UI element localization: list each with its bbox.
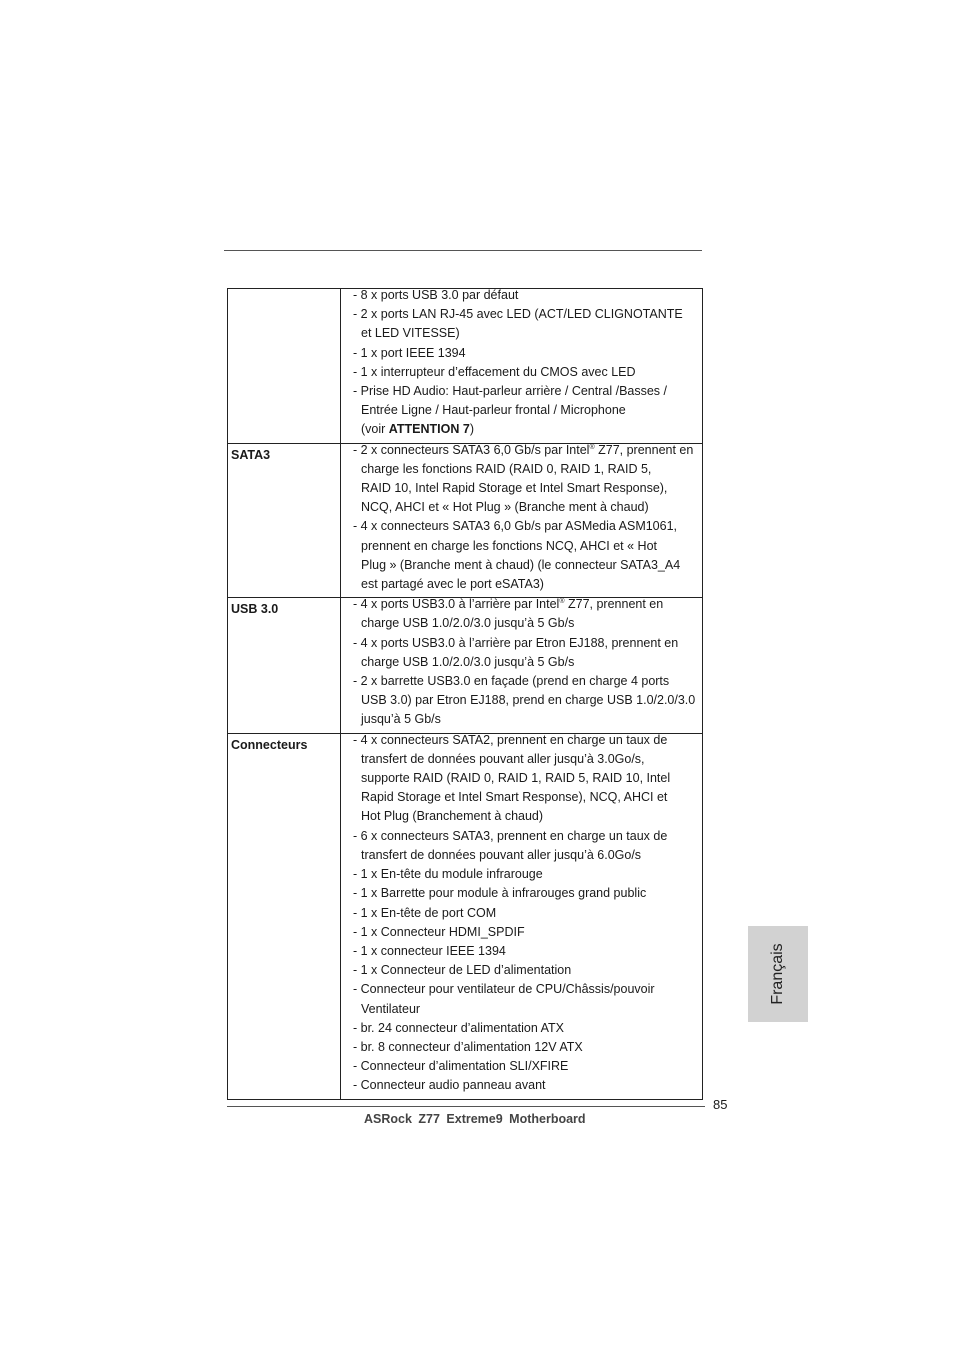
list-item: - 1 x connecteur IEEE 1394 [353,943,506,958]
registered-mark: ® [589,443,595,451]
list-item: Entrée Ligne / Haut-parleur frontal / Microphone [361,403,626,418]
list-item: - 1 x interrupteur d’effacement du CMOS avec LED [353,364,636,379]
table-row [228,443,702,598]
list-item: USB 3.0) par Etron EJ188, prend en charge USB 1.0/2.0/3.0 [361,693,696,708]
list-item: - Prise HD Audio: Haut-parleur arrière / Central /Basses / [353,384,668,399]
list-item: - Connecteur d’alimentation SLI/XFIRE [353,1059,569,1074]
attention-prefix: (voir [361,422,389,437]
list-item: NCQ, AHCI et « Hot Plug » (Branche ment à chaud) [361,500,649,515]
list-item: - Connecteur pour ventilateur de CPU/Châssis/pouvoir [353,982,655,997]
list-item: charge USB 1.0/2.0/3.0 jusqu’à 5 Gb/s [361,654,575,669]
list-item: jusqu’à 5 Gb/s [361,712,441,727]
list-item: - 4 x connecteurs SATA3 6,0 Gb/s par ASMedia ASM1061, [353,519,678,534]
registered-mark: ® [559,598,565,606]
list-item: transfert de données pouvant aller jusqu’à 6.0Go/s [361,847,642,862]
list-item: est partagé avec le port eSATA3) [361,577,544,592]
text-after: Z77, prennent en [594,442,694,457]
list-item: Rapid Storage et Intel Smart Response), NCQ, AHCI et [361,790,668,805]
list-item: prennent en charge les fonctions NCQ, AHCI et « Hot [361,538,657,553]
attention-suffix: ) [469,422,474,437]
table-row [228,597,702,732]
table-row [228,733,702,1099]
list-item: Plug » (Branche ment à chaud) (le connecteur SATA3_A4 [361,557,681,572]
text-before: - 4 x ports USB3.0 à l’arrière par Intel [353,597,560,612]
row-label: SATA3 [228,444,341,598]
list-item: et LED VITESSE) [361,326,460,341]
list-item: - 4 x ports USB3.0 à l’arrière par Etron EJ188, prennent en [353,635,679,650]
row-values [341,289,702,443]
text-after: Z77, prennent en [564,597,664,612]
list-item [353,441,702,460]
language-tab-label: Français [769,943,786,1005]
list-item [353,595,702,614]
list-item: - 1 x En-tête de port COM [353,905,497,920]
list-item: - 1 x Connecteur de LED d’alimentation [353,963,572,978]
list-item: - br. 8 connecteur d’alimentation 12V ATX [353,1039,583,1054]
list-item: charge USB 1.0/2.0/3.0 jusqu’à 5 Gb/s [361,616,575,631]
row-label [228,289,341,443]
language-tab [748,926,808,1022]
list-item: - br. 24 connecteur d’alimentation ATX [353,1020,564,1035]
list-item: supporte RAID (RAID 0, RAID 1, RAID 5, RAID 10, Intel [361,771,671,786]
list-item: - 6 x connecteurs SATA3, prennent en charge un taux de [353,828,668,843]
list-item: - 1 x En-tête du module infrarouge [353,867,543,882]
list-item: transfert de données pouvant aller jusqu’à 3.0Go/s, [361,751,645,766]
list-item: - 2 x barrette USB3.0 en façade (prend en charge 4 ports [353,674,670,689]
list-item: - 1 x Connecteur HDMI_SPDIF [353,924,525,939]
list-item: - 4 x connecteurs SATA2, prennent en charge un taux de [353,732,668,747]
list-item: - 8 x ports USB 3.0 par défaut [353,288,519,302]
list-item: Hot Plug (Branchement à chaud) [361,809,544,824]
text-before: - 2 x connecteurs SATA3 6,0 Gb/s par Intel [353,442,590,457]
row-label: Connecteurs [228,734,341,1099]
list-item: - 1 x Barrette pour module à infrarouges grand public [353,886,647,901]
footer-rule [227,1106,705,1107]
top-rule [224,250,702,251]
row-label: USB 3.0 [228,598,341,732]
row-values [341,598,702,732]
footer-title: ASRock Z77 Extreme9 Motherboard [364,1112,586,1126]
list-item: - 2 x ports LAN RJ-45 avec LED (ACT/LED CLIGNOTANTE [353,307,683,322]
list-item: charge les fonctions RAID (RAID 0, RAID 1, RAID 5, [361,461,652,476]
attention-ref: ATTENTION 7 [388,422,470,437]
spec-table [227,288,703,1100]
row-values [341,444,702,598]
attention-note [353,420,702,439]
list-item: - Connecteur audio panneau avant [353,1078,546,1093]
page-number: 85 [713,1097,728,1112]
table-row [228,289,702,443]
list-item: Ventilateur [361,1001,421,1016]
list-item: - 1 x port IEEE 1394 [353,345,466,360]
list-item: RAID 10, Intel Rapid Storage et Intel Smart Response), [361,481,668,496]
row-values [341,734,702,1099]
